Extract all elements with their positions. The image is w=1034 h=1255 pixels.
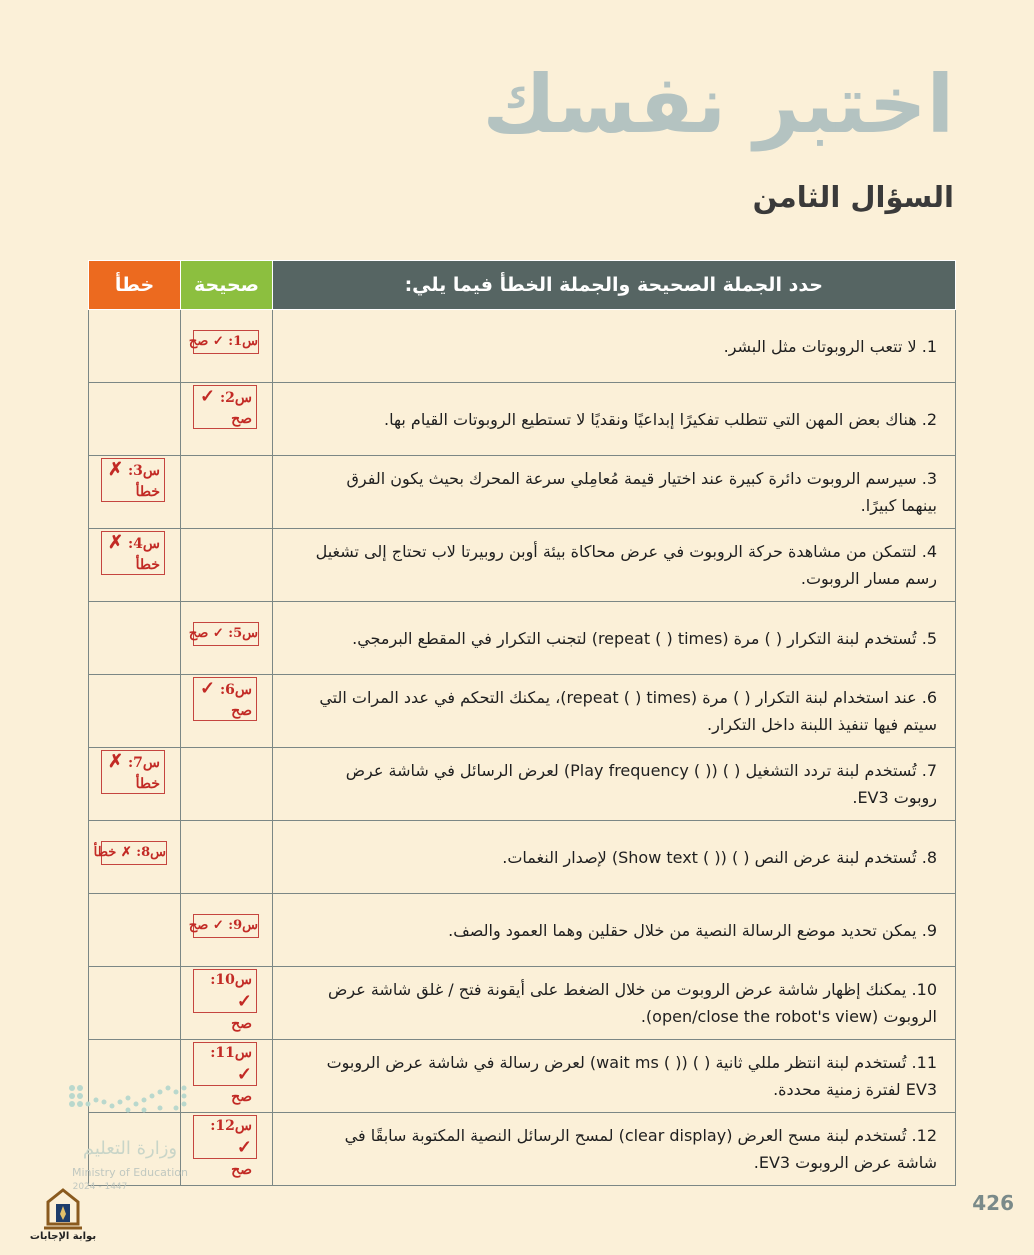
cross-mark-icon: ✗ — [108, 459, 124, 480]
table-body — [89, 310, 956, 1186]
table-row — [89, 383, 956, 456]
statement-cell — [273, 1113, 956, 1186]
answer-mark — [193, 1115, 257, 1178]
correct-cell[interactable] — [181, 602, 273, 675]
answer-mark-word: صح — [231, 411, 252, 427]
answer-mark — [188, 622, 259, 646]
statement-cell — [273, 894, 956, 967]
table-row — [89, 675, 956, 748]
statement-number: 11. — [911, 1053, 937, 1072]
statement-text: يمكن تحديد موضع الرسالة النصية من خلال حقلين وهما العمود والصف. — [448, 920, 917, 940]
answer-mark — [188, 914, 259, 938]
correct-cell[interactable] — [181, 310, 273, 383]
answer-mark-label: س3: — [127, 463, 160, 479]
answer-mark-word: خطأ — [135, 557, 160, 573]
table-row — [89, 1113, 956, 1186]
table-header-row — [89, 261, 956, 310]
statement-cell — [273, 456, 956, 529]
true-false-table — [88, 260, 956, 1186]
answer-mark-label: س6: — [219, 682, 252, 698]
statement-cell — [273, 529, 956, 602]
statement-number: 4. — [921, 542, 937, 561]
cross-mark-icon: ✗ — [108, 532, 124, 553]
wrong-cell[interactable] — [89, 675, 181, 748]
statement-number: 9. — [921, 920, 937, 940]
table-row — [89, 821, 956, 894]
wrong-cell[interactable] — [89, 456, 181, 529]
statement-text: تُستخدم لبنة مسح العرض (clear display) لمسح الرسائل النصية المكتوبة سابقًا في شاشة عرض الروبوت EV3. — [344, 1126, 937, 1172]
wrong-cell[interactable] — [89, 967, 181, 1040]
header-wrong: خطأ — [89, 261, 181, 310]
check-mark-icon: ✓ — [236, 991, 252, 1012]
answer-mark-label: س1: — [228, 334, 258, 349]
answer-mark — [188, 330, 259, 354]
answer-mark-label: س7: — [127, 755, 160, 771]
check-mark-icon: ✓ — [212, 918, 224, 933]
check-mark-icon: ✓ — [200, 386, 216, 407]
header-statement: حدد الجملة الصحيحة والجملة الخطأ فيما يلي: — [273, 261, 956, 310]
table-row — [89, 529, 956, 602]
table-row — [89, 456, 956, 529]
page-number: 426 — [972, 1191, 1014, 1215]
answer-mark-label: س11: — [210, 1045, 252, 1061]
statement-number: 8. — [921, 847, 937, 867]
statement-text: لتتمكن من مشاهدة حركة الروبوت في عرض محاكاة بيئة أوبن روبيرتا لاب تحتاج إلى تشغيل رسم مسار الروبوت. — [315, 542, 937, 588]
check-mark-icon: ✓ — [236, 1064, 252, 1085]
statement-cell — [273, 748, 956, 821]
ministry-dots-icon — [64, 1080, 196, 1120]
answer-mark-label: س5: — [228, 626, 258, 641]
answer-mark — [193, 677, 257, 721]
statement-text: تُستخدم لبنة تردد التشغيل ( ) (( ) Play frequency) لعرض الرسائل في شاشة عرض روبوت EV3. — [345, 761, 937, 807]
statement-number: 7. — [921, 761, 937, 780]
answers-portal-logo — [28, 1188, 98, 1248]
ministry-name-arabic: وزارة التعليم — [82, 1138, 178, 1159]
table-row — [89, 967, 956, 1040]
table-row — [89, 602, 956, 675]
page-title: اختبر نفسك — [482, 58, 954, 151]
answer-mark-label: س2: — [219, 390, 252, 406]
answer-mark — [193, 1042, 257, 1105]
statement-cell — [273, 675, 956, 748]
answer-mark-word: صح — [231, 1162, 252, 1178]
statement-number: 12. — [911, 1126, 937, 1145]
wrong-cell[interactable] — [89, 894, 181, 967]
answer-mark-word: صح — [231, 703, 252, 719]
answer-mark-word: صح — [231, 1016, 252, 1032]
answer-mark-word: صح — [188, 626, 209, 641]
table-row — [89, 1040, 956, 1113]
statement-cell — [273, 1040, 956, 1113]
statement-text: تُستخدم لبنة انتظر مللي ثانية ( ) (( ) wait ms) لعرض رسالة في شاشة عرض الروبوت EV3 لفترة زمنية محددة. — [326, 1053, 937, 1099]
wrong-cell[interactable] — [89, 602, 181, 675]
portal-name: بوابة الإجابات — [29, 1231, 97, 1242]
statement-number: 6. — [921, 688, 937, 707]
answer-mark — [101, 750, 165, 794]
answer-mark — [101, 458, 165, 502]
ministry-name-english: Ministry of Education — [71, 1166, 188, 1179]
answer-mark-label: س9: — [228, 918, 258, 933]
answer-mark-label: س8: — [136, 845, 166, 860]
statement-number: 1. — [921, 336, 937, 356]
statement-text: سيرسم الروبوت دائرة كبيرة عند اختيار قيمة مُعامِلي سرعة المحرك بحيث يكون الفرق بينهما كبيرًا. — [346, 469, 937, 515]
cross-mark-icon: ✗ — [108, 751, 124, 772]
answer-mark-word: صح — [231, 1089, 252, 1105]
answer-mark-label: س4: — [127, 536, 160, 552]
answer-mark-word: صح — [188, 334, 209, 349]
answer-mark — [193, 969, 257, 1032]
table-row — [89, 748, 956, 821]
statement-text: يمكنك إظهار شاشة عرض الروبوت من خلال الضغط على أيقونة فتح / غلق شاشة عرض الروبوت (open/close the robot's view). — [328, 980, 937, 1026]
table-row — [89, 894, 956, 967]
ministry-of-education-logo — [60, 1080, 200, 1200]
statement-text: عند استخدام لبنة التكرار ( ) مرة (repeat ( ) times)، يمكنك التحكم في عدد المرات التي سيتم فيها تنفيذ اللبنة داخل التكرار. — [319, 688, 937, 734]
wrong-cell[interactable] — [89, 821, 181, 894]
statement-text: تُستخدم لبنة التكرار ( ) مرة (repeat ( ) times) لتجنب التكرار في المقطع البرمجي. — [352, 628, 917, 648]
answer-mark-word: خطأ — [135, 484, 160, 500]
statement-cell — [273, 602, 956, 675]
answer-mark-word: صح — [188, 918, 209, 933]
check-mark-icon: ✓ — [212, 626, 224, 641]
check-mark-icon: ✓ — [236, 1137, 252, 1158]
table-row — [89, 310, 956, 383]
statement-text: هناك بعض المهن التي تتطلب تفكيرًا إبداعيًا ونقديًا لا تستطيع الروبوتات القيام بها. — [384, 409, 917, 429]
correct-cell[interactable] — [181, 748, 273, 821]
wrong-cell[interactable] — [89, 529, 181, 602]
answer-mark-word: خطأ — [93, 845, 117, 860]
statement-number: 2. — [921, 409, 937, 429]
portal-emblem-icon — [28, 1188, 98, 1232]
correct-cell[interactable] — [181, 675, 273, 748]
answer-mark — [101, 531, 165, 575]
wrong-cell[interactable] — [89, 310, 181, 383]
ministry-year: 2024 - 1447 — [72, 1182, 128, 1192]
answer-mark-label: س12: — [210, 1118, 252, 1134]
correct-cell[interactable] — [181, 967, 273, 1040]
statement-text: تُستخدم لبنة عرض النص ( ) (( ) Show text) لإصدار النغمات. — [502, 847, 917, 867]
answer-mark — [93, 841, 167, 865]
statement-number: 3. — [921, 469, 937, 488]
answer-mark-word: خطأ — [135, 776, 160, 792]
statement-number: 10. — [911, 980, 937, 999]
check-mark-icon: ✓ — [212, 334, 224, 349]
answer-mark-label: س10: — [210, 972, 252, 988]
check-mark-icon: ✓ — [200, 678, 216, 699]
wrong-cell[interactable] — [89, 383, 181, 456]
statement-number: 5. — [921, 628, 937, 648]
statement-cell — [273, 383, 956, 456]
wrong-cell[interactable] — [89, 748, 181, 821]
statement-text: لا تتعب الروبوتات مثل البشر. — [723, 336, 917, 356]
statement-cell — [273, 821, 956, 894]
section-title: السؤال الثامن — [752, 180, 954, 214]
statement-cell — [273, 967, 956, 1040]
answer-mark — [193, 385, 257, 429]
header-correct: صحيحة — [181, 261, 273, 310]
statement-cell — [273, 310, 956, 383]
cross-mark-icon: ✗ — [120, 845, 132, 860]
correct-cell[interactable] — [181, 821, 273, 894]
correct-cell[interactable] — [181, 529, 273, 602]
correct-cell[interactable] — [181, 894, 273, 967]
correct-cell[interactable] — [181, 456, 273, 529]
correct-cell[interactable] — [181, 383, 273, 456]
